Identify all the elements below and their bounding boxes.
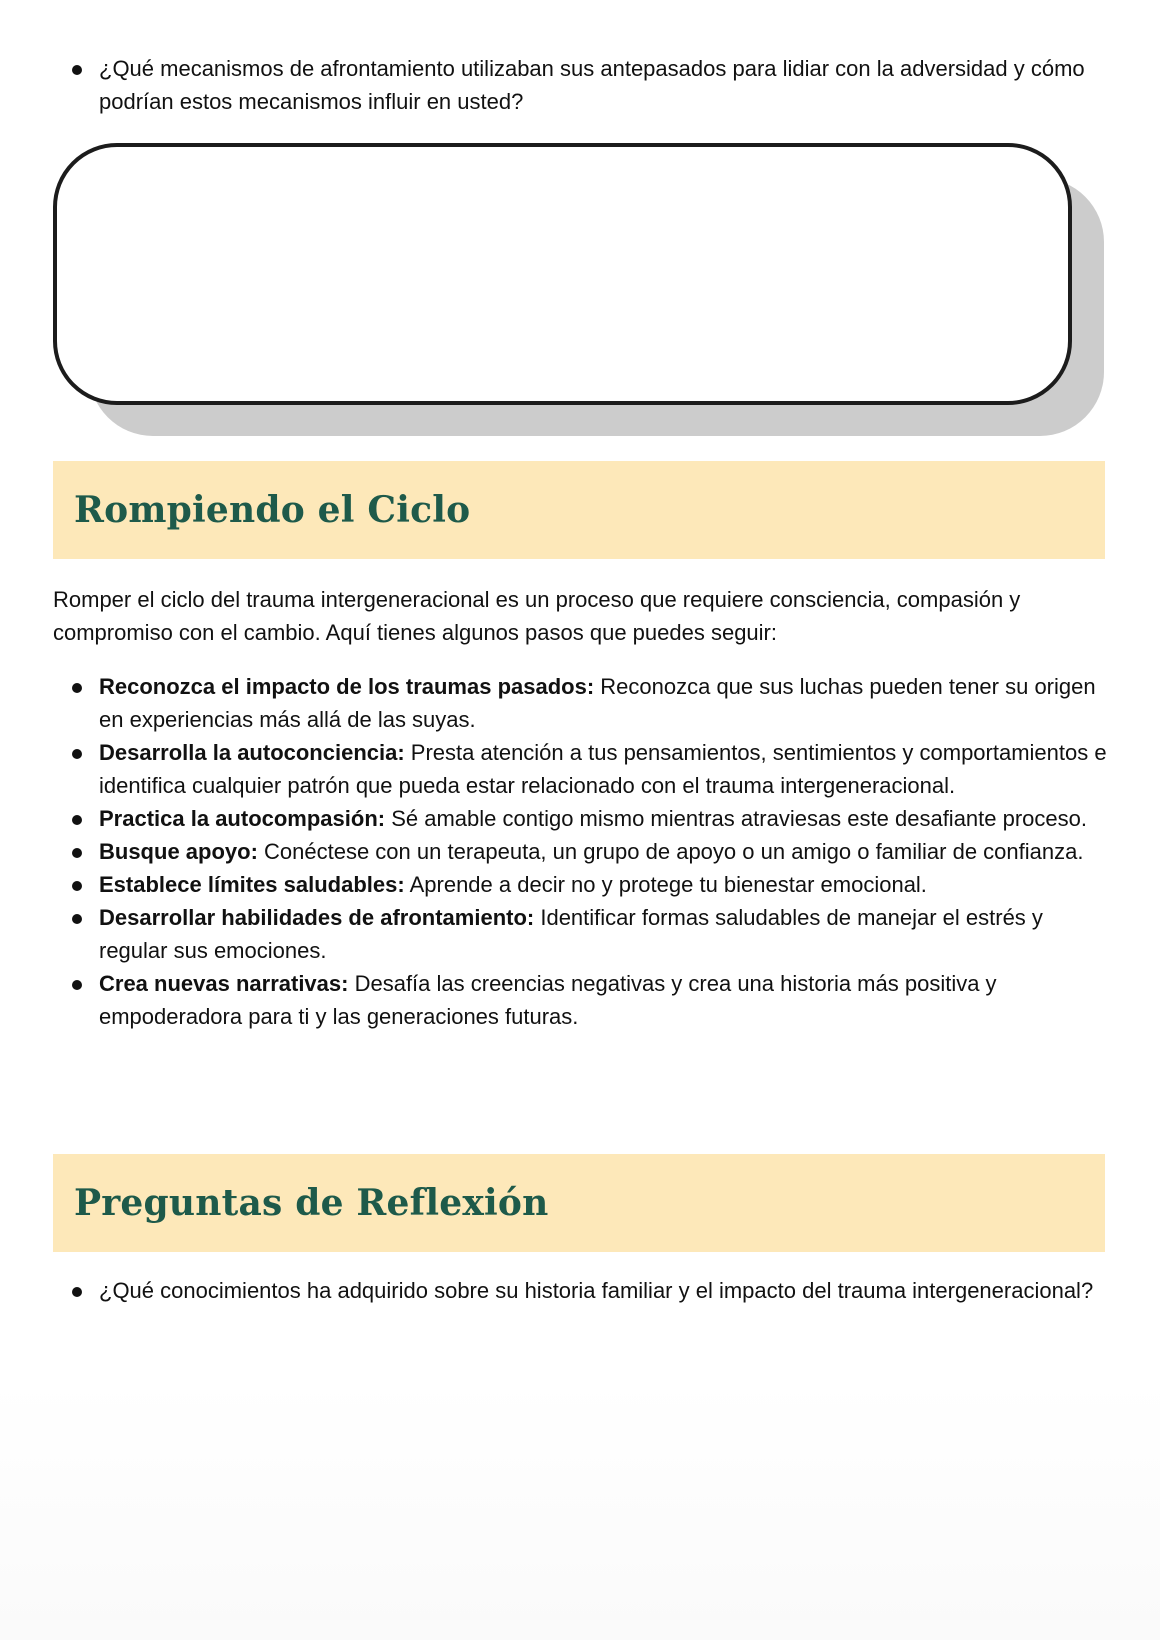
- step-item: [53, 802, 1113, 835]
- step-term: Busque apoyo:: [99, 839, 258, 864]
- step-item: [53, 967, 1113, 1033]
- reflection-question-list-top: [53, 52, 1103, 118]
- answer-box-container: [53, 143, 1106, 438]
- step-term: Establece límites saludables:: [99, 872, 405, 897]
- step-term: Practica la autocompasión:: [99, 806, 386, 831]
- section-header-reflection-questions: [53, 1154, 1105, 1252]
- step-item: [53, 670, 1113, 736]
- step-term: Desarrollar habilidades de afrontamiento:: [99, 905, 535, 930]
- step-term: Reconozca el impacto de los traumas pasados:: [99, 674, 595, 699]
- breaking-cycle-steps: [53, 670, 1113, 1033]
- reflection-question: ¿Qué mecanismos de afrontamiento utilizaban sus antepasados para lidiar con la adversidad y cómo podrían estos mecanismos influir en usted?: [53, 52, 1103, 118]
- section-header-breaking-cycle: [53, 461, 1105, 559]
- reflection-question: ¿Qué conocimientos ha adquirido sobre su historia familiar y el impacto del trauma intergeneracional?: [53, 1274, 1103, 1307]
- breaking-cycle-intro: Romper el ciclo del trauma intergeneracional es un proceso que requiere consciencia, compasión y compromiso con el cambio. Aquí tienes algunos pasos que puedes seguir:: [53, 587, 1021, 645]
- section-title-reflection-questions: Preguntas de Reflexión: [74, 1182, 549, 1224]
- reflection-question-list: [53, 1274, 1103, 1307]
- answer-box[interactable]: [53, 143, 1072, 405]
- step-term: Crea nuevas narrativas:: [99, 971, 349, 996]
- step-term: Desarrolla la autoconciencia:: [99, 740, 405, 765]
- step-text: Identificar formas saludables de manejar el estrés y regular sus emociones.: [99, 905, 1043, 963]
- step-text: Aprende a decir no y protege tu bienestar emocional.: [404, 872, 927, 897]
- step-item: [53, 835, 1113, 868]
- step-item: [53, 901, 1113, 967]
- step-text: Sé amable contigo mismo mientras atraviesas este desafiante proceso.: [385, 806, 1087, 831]
- step-text: Conéctese con un terapeuta, un grupo de apoyo o un amigo o familiar de confianza.: [257, 839, 1084, 864]
- step-item: [53, 868, 1113, 901]
- section-title-breaking-cycle: Rompiendo el Ciclo: [74, 489, 471, 531]
- step-text: Presta atención a tus pensamientos, sentimientos y comportamientos e identifica cualquier patrón que pueda estar relacionado con el trauma intergeneracional.: [99, 740, 1107, 798]
- step-text: Desafía las creencias negativas y crea una historia más positiva y empoderadora para ti y las generaciones futuras.: [99, 971, 997, 1029]
- step-text: Reconozca que sus luchas pueden tener su origen en experiencias más allá de las suyas.: [99, 674, 1096, 732]
- step-item: [53, 736, 1113, 802]
